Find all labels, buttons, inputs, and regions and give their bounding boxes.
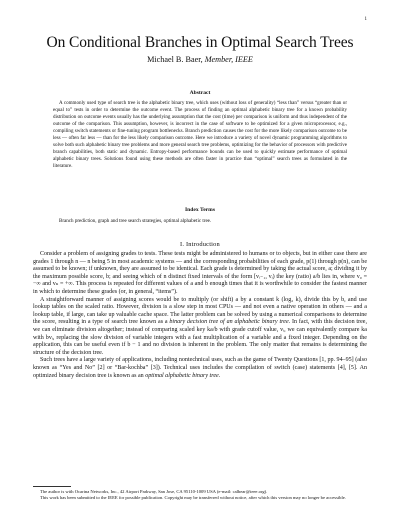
intro-paragraph-2 [33, 297, 367, 358]
author-role: Member, IEEE [204, 55, 253, 64]
author-line [0, 55, 400, 64]
intro-p2-emphasis: binary decision tree of an alphabetic binary tree [169, 319, 289, 326]
abstract-text: A commonly used type of search tree is the alphabetic binary tree, which uses (without loss of generality) “less than” versus “greater than or equal to” tests in order to determine the outcome event. The process of finding an optimal alphabetic binary tree for a known probability distribution on outcome events usually has the underlying assumption that the cost (time) per comparison is uniform and thus independent of the outcome of the comparison. This assumption, however, is incorrect in the case of software to be optimized for a given microprocessor, e.g., compiling switch statements or fine-tuning program bottlenecks. Branch prediction causes the cost for the more likely comparison outcome to be less — often far less — than for the less likely comparison outcome. Here we introduce a variety of novel dynamic programming algorithms to solve both such alphabetic binary tree problems and more general search tree problems, optimizing for the behavior of processors with predictive branch capabilities, both static and dynamic. Entropy-based performance bounds can be used to quickly estimate performance of optimal alphabetic binary trees. Solutions found using these methods are often faster in practice than “optimal” search trees as formulated in the literature. [53, 100, 347, 169]
abstract-heading: Abstract [189, 90, 211, 96]
intro-p3-text-b: . [218, 372, 221, 379]
section-heading: I. Introduction [180, 241, 220, 248]
intro-paragraph-3 [33, 357, 367, 380]
introduction-body [33, 251, 367, 380]
intro-p2-text-b: . In fact, with this decision tree, we can eliminate division altogether; instead of comparing scaled key ka/b with grade cutoff value, vᵢ, we can equivalently compare ka with bvᵢ, replacing the slow division of variable integers with a fast multiplication of a variable and a fixed integer. Depending on the application, this can be useful even if b − 1 and no division is inherent in the problem. The only matter that remains is determining the structure of the decision tree. [33, 319, 368, 356]
intro-paragraph-1: Consider a problem of assigning grades to tests. These tests might be administered to humans or to objects, but in either case there are grades 1 through n — n being 5 in most academic systems — and the corresponding probabilities of each grade, p(1) through p(n), can be assumed to be known; if unknown, they are assumed to be identical. Each grade is determined by taking the actual score, a; dividing it by the maximum possible score, b; and seeing which of n distinct fixed intervals of the form [vᵢ₋₁, vᵢ) the key (ratio) a/b lies in, where v₀ = −∞ and vₙ = +∞. This process is repeated for different values of a and b enough times that it is worthwhile to consider the fastest manner in which to determine these grades (or, in general, “items”). [33, 251, 367, 295]
footnote-copyright: This work has been submitted to the IEEE for possible publication. Copyright may be transferred without notice, after which this version may no longer be accessible. [40, 495, 346, 500]
footnotes [33, 489, 367, 501]
intro-p3-emphasis: optimal alphabetic binary tree [145, 372, 219, 379]
page-number: 1 [364, 17, 367, 22]
author-name: Michael B. Baer, [147, 55, 203, 64]
intro-p3-text-a: Such trees have a large variety of applications, including nontechnical uses, such as the game of Twenty Questions [1, pp. 94–95] (also known as “Yes and No” [2] or “Bar-kochba” [3]). Technical uses includes the compilation of switch (case) statements [4], [5]. An optimized binary decision tree is known as an [33, 357, 367, 379]
intro-p2-text-a: A straightforward manner of assigning scores would be to multiply (or shift) a by a constant k (log₂ k), divide this by b, and use lookup tables on the scaled ratio. However, division is a slow step in most CPUs — and not even a native operation in others — and a lookup table, if large, can take up valuable cache space. The latter problem can be solved by using a numerical comparisons to determine the score, resulting in a type of search tree known as a [33, 296, 367, 326]
footnote-divider [33, 486, 71, 487]
footnote-author-affiliation: The author is with Ocarina Networks, Inc., 42 Airport Parkway, San Jose, CA 95110-1009 USA (e-mail: calbear@ieee.org). [40, 489, 268, 494]
paper-title: On Conditional Branches in Optimal Search Trees [46, 34, 354, 51]
index-terms-heading: Index Terms [185, 207, 215, 213]
index-terms-text: Branch prediction, graph and tree search strategies, optimal alphabetic tree. [59, 218, 212, 224]
